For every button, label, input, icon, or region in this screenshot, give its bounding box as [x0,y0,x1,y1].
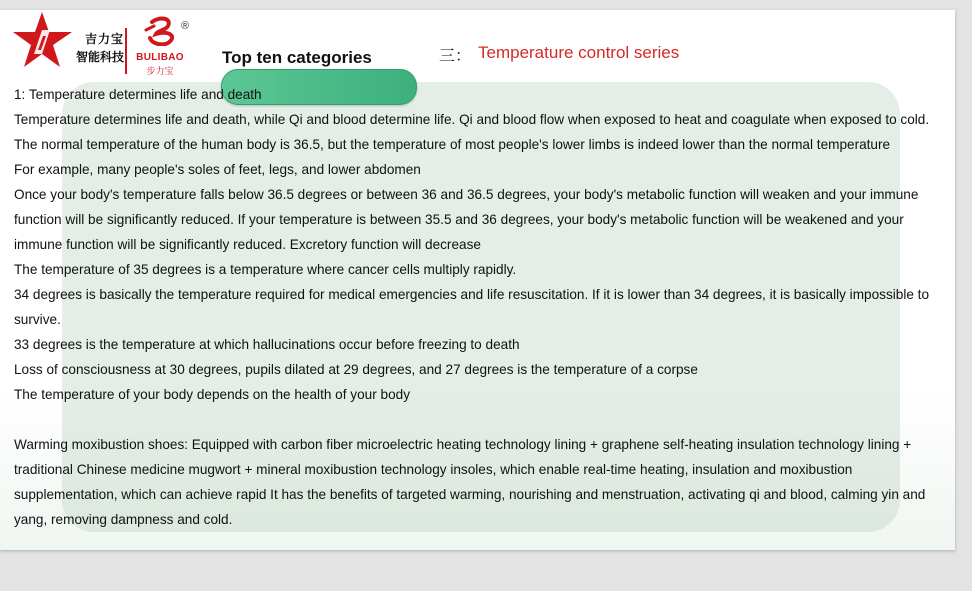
logo-divider [125,28,127,74]
body-paragraph: The temperature of 35 degrees is a temperature where cancer cells multiply rapidly. [14,262,517,277]
categories-title: Top ten categories [222,48,372,67]
body-paragraph: Loss of consciousness at 30 degrees, pupils dilated at 29 degrees, and 27 degrees is the temperature of a corpse [14,362,698,377]
registered-mark: ® [181,20,190,32]
star-logo-icon [12,10,76,72]
body-paragraph: Once your body's temperature falls below 36.5 degrees or between 36 and 36.5 degrees, your body's metabolic function will weaken and your immune function will be significantly reduced. If your temperature is between 35.5 and 36 degrees, your body's metabolic function will be weakened and your immune function will be significantly reduced. Excretory function will decrease [14,187,919,252]
body-paragraph: Temperature determines life and death, while Qi and blood determine life. Qi and blood flow when exposed to heat and coagulate when exposed to cold. [14,112,930,127]
content-text [14,82,949,532]
body-paragraph: 33 degrees is the temperature at which hallucinations occur before freezing to death [14,337,520,352]
body-paragraph: For example, many people's soles of feet, legs, and lower abdomen [14,162,421,177]
body-paragraph: The temperature of your body depends on the health of your body [14,387,410,402]
paragraph-spacer [14,407,949,432]
heading-paragraph: 1: Temperature determines life and death [14,87,262,102]
logo-brand-en: BULIBAO [136,52,184,63]
bulibao-logo-icon [138,16,186,46]
body-paragraph: 34 degrees is basically the temperature required for medical emergencies and life resuscitation. If it is lower than 34 degrees, it is basically impossible to survive. [14,287,930,327]
series-number: 三： [439,46,472,65]
logo-brand-cn-sub: 步力宝 [146,67,174,77]
series-title: Temperature control series [478,43,680,62]
logo-tagline-cn: 智能科技 [75,50,124,64]
body-paragraph: The normal temperature of the human body is 36.5, but the temperature of most people's lower limbs is indeed lower than the normal temperature [14,137,891,152]
logo-brand-cn: 吉力宝 [84,32,124,46]
shoes-paragraph: Warming moxibustion shoes: Equipped with carbon fiber microelectric heating technology lining + graphene self-heating insulation technology lining + traditional Chinese medicine mugwort + mineral moxibustion technology insoles, which enable real-time heating, insulation and moxibustion supplementation, which can achieve rapid It has the benefits of targeted warming, nourishing and menstruation, activating qi and blood, calming yin and yang, removing dampness and cold. [14,437,926,527]
